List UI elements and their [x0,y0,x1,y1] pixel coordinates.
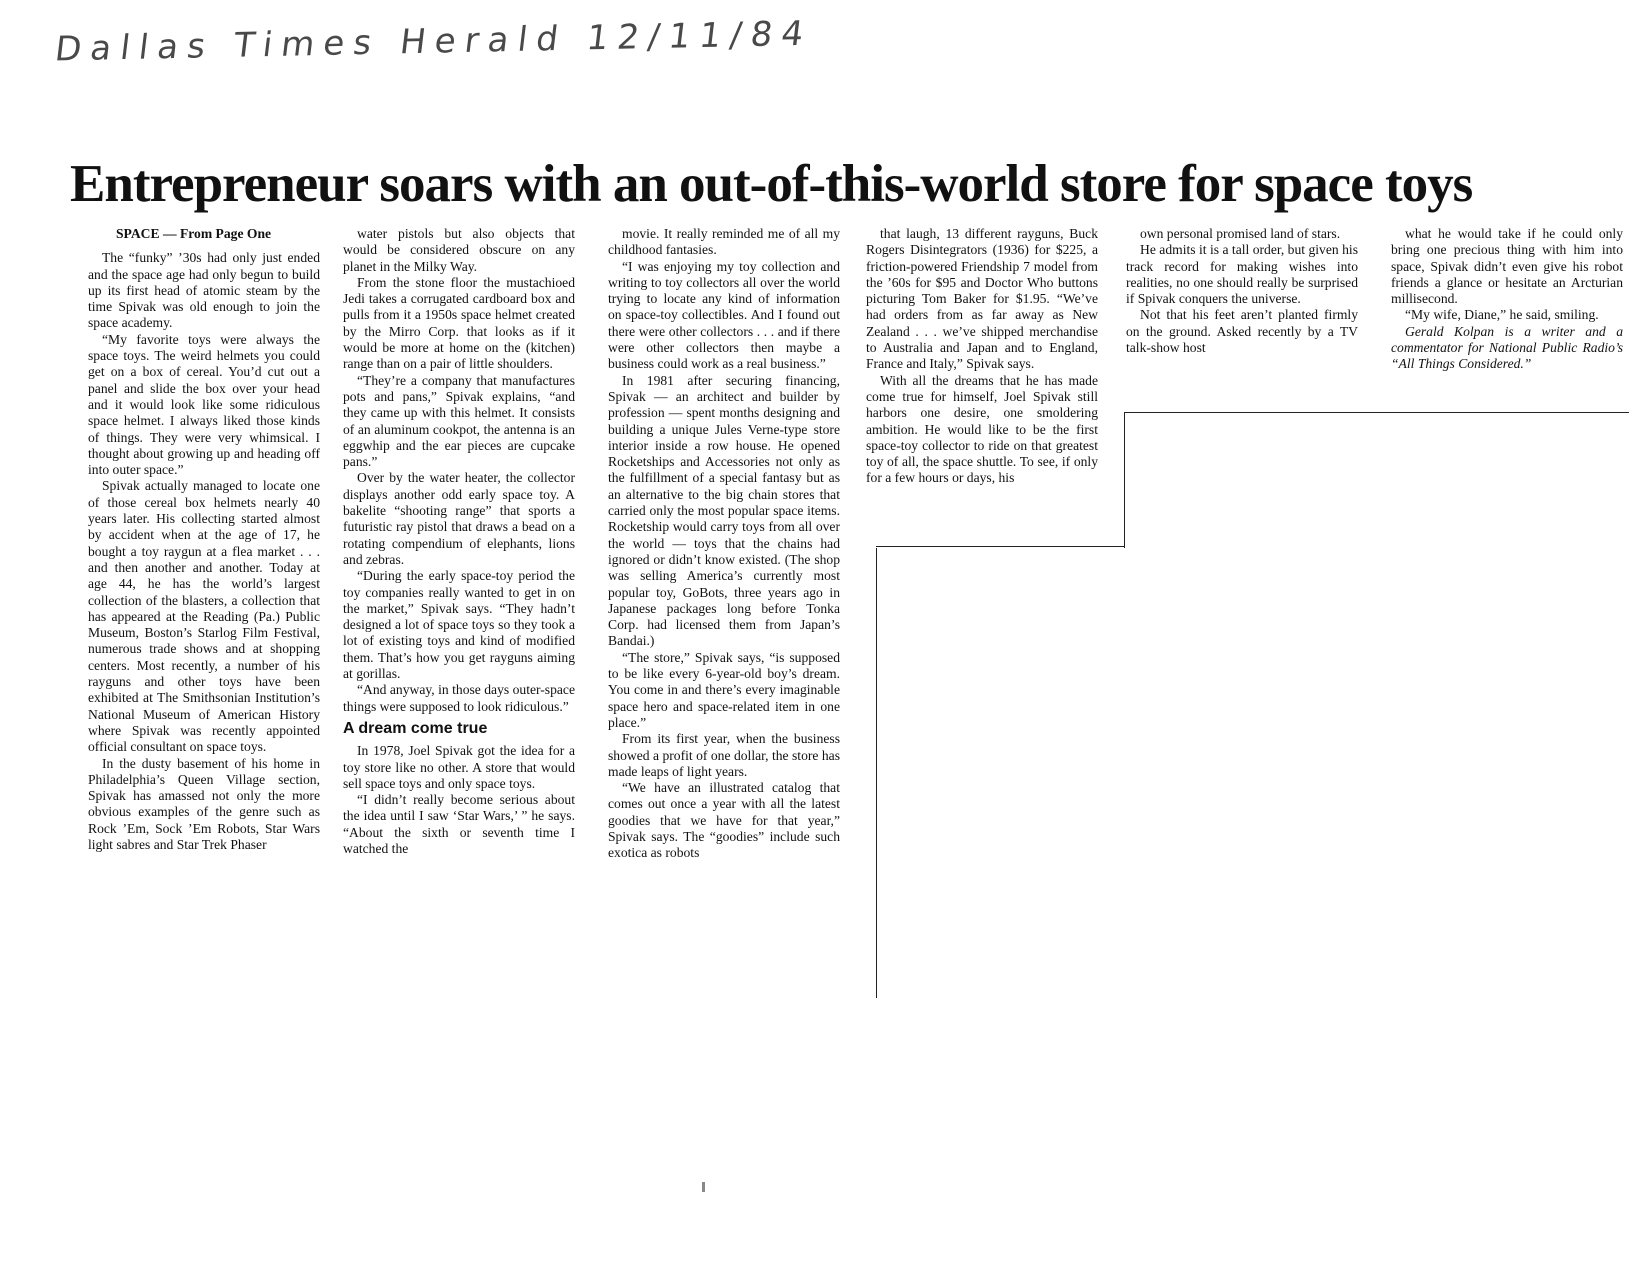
paragraph: Spivak actually managed to locate one of those cereal box helmets nearly 40 years later. His collecting started almost by accident when at the age of 17, he bought a toy raygun at a flea market . . . and then another and another. Today at age 44, he has the world’s largest collection of the blasters, a collection that has appeared at the Reading (Pa.) Public Museum, Boston’s Starlog Film Festival, numerous trade shows and at shopping centers. Most recently, a number of his rayguns and other toys have been exhibited at The Smithsonian Institution’s National Museum of American History where Spivak was recently appointed official consultant on space toys. [88,478,320,755]
paragraph: “And anyway, in those days outer-space things were supposed to look ridiculous.” [343,682,575,714]
paragraph: The “funky” ’30s had only just ended and the space age had only begun to build up its first head of atomic steam by the time Spivak was old enough to join the space academy. [88,250,320,331]
paragraph: “My favorite toys were always the space toys. The weird helmets you could get on a box of cereal. You’d cut out a panel and slide the box over your head and it would look like some ridiculous space helmet. I always liked those kinds of things. They were very whimsical. I thought about growing up and heading off into outer space.” [88,331,320,478]
clipping-edge-step [876,546,1124,547]
clipping-edge-bottom [1124,412,1629,413]
paragraph: He admits it is a tall order, but given his track record for making wishes into realities, no one should really be surprised if Spivak conquers the universe. [1126,242,1358,307]
handwritten-clipping-note: Dallas Times Herald 12/11/84 [52,13,815,70]
paragraph: what he would take if he could only bring one precious thing with him into space, Spivak didn’t even give his robot friends a glance or hesitate an Arcturian millisecond. [1391,226,1623,307]
paragraph: From its first year, when the business showed a profit of one dollar, the store has made leaps of light years. [608,731,840,779]
paragraph: Not that his feet aren’t planted firmly on the ground. Asked recently by a TV talk-show host [1126,307,1358,356]
author-credit: Gerald Kolpan is a writer and a commentator for National Public Radio’s “All Things Considered.” [1391,323,1623,372]
paragraph: that laugh, 13 different rayguns, Buck Rogers Disintegrators (1936) for $225, a friction-powered Friendship 7 model from the ’60s for $95 and Doctor Who buttons picturing Tom Baker for $1.95. “We’ve had orders from as far away as New Zealand . . . we’ve shipped merchandise to Australia and Japan and to England, France and Italy,” Spivak says. [866,226,1098,372]
article-column-3 [608,226,840,862]
paragraph: “I didn’t really become serious about the idea until I saw ‘Star Wars,’ ” he says. “About the sixth or seventh time I watched the [343,792,575,856]
article-column-6 [1391,226,1623,373]
paragraph: In 1981 after securing financing, Spivak — an architect and builder by profession — spent months designing and building a unique Jules Verne-type store interior inside a row house. He opened Rocketships and Accessories not only as the fulfillment of a special fantasy but as an alternative to the big chain stores that carried only the most popular space items. Rocketship would carry toys from all over the world — toys that the chains had ignored or didn’t know existed. (The shop was selling America’s currently most popular toy, GoBots, three years ago in Japanese packages long before Tonka Corp. had licensed them from Japan’s Bandai.) [608,372,840,649]
paragraph: In the dusty basement of his home in Philadelphia’s Queen Village section, Spivak has amassed not only the more obvious examples of the genre such as Rock ’Em, Sock ’Em Robots, Star Wars light sabres and Star Trek Phaser [88,755,320,852]
paragraph: In 1978, Joel Spivak got the idea for a toy store like no other. A store that would sell space toys and only space toys. [343,743,575,791]
paragraph: “I was enjoying my toy collection and writing to toy collectors all over the world trying to locate any kind of information on space-toy collectibles. And I found out there were other collectors . . . and if there were other collectors then maybe a business could work as a real business.” [608,258,840,372]
paragraph: movie. It really reminded me of all my childhood fantasies. [608,226,840,258]
paragraph: Over by the water heater, the collector displays another odd early space toy. A bakelite “shooting range” that sports a futuristic ray pistol that draws a bead on a rotating compendium of elephants, lions and zebras. [343,470,575,567]
paragraph: “My wife, Diane,” he said, smiling. [1405,307,1599,323]
article-column-5 [1126,226,1358,356]
article-column-2 [343,226,575,857]
article-column-4 [866,226,1098,487]
headline: Entrepreneur soars with an out-of-this-world store for space toys [70,155,1473,213]
paragraph: With all the dreams that he has made come true for himself, Joel Spivak still harbors one desire, one smoldering ambition. He would like to be the first space-toy collector to ride on that greatest toy of all, the space shuttle. To see, if only for a few hours or days, his [866,372,1098,486]
paragraph: own personal promised land of stars. [1140,226,1341,241]
paragraph: “We have an illustrated catalog that comes out once a year with all the latest goodies that we have for that year,” Spivak says. The “goodies” include such exotica as robots [608,780,840,861]
scan-mark [702,1182,705,1192]
article-column-1 [88,226,320,853]
jump-line: SPACE — From Page One [116,226,272,241]
paragraph: “During the early space-toy period the toy companies really wanted to get in on the market,” Spivak says. “They hadn’t designed a lot of space toys so they took a lot of existing toys and kind of modified them. That’s how you get rayguns aiming at gorillas. [343,568,575,682]
paragraph: water pistols but also objects that would be considered obscure on any planet in the Milky Way. [343,226,575,274]
paragraph: “The store,” Spivak says, “is supposed to be like every 6-year-old boy’s dream. You come in and there’s every imaginable space hero and space-related item in one place.” [608,649,840,730]
clipping-edge-left [876,548,877,998]
clipping-edge-right [1124,412,1125,548]
paragraph: From the stone floor the mustachioed Jedi takes a corrugated cardboard box and pulls from it a 1950s space helmet created by the Mirro Corp. that looks as if it would be more at home on the (kitchen) range than on a pair of little shoulders. [343,274,575,372]
subhead: A dream come true [343,719,488,737]
paragraph: “They’re a company that manufactures pots and pans,” Spivak explains, “and they came up with this helmet. It consists of an aluminum cookpot, the antenna is an eggwhip and the ear pieces are cupcake pans.” [343,372,575,470]
